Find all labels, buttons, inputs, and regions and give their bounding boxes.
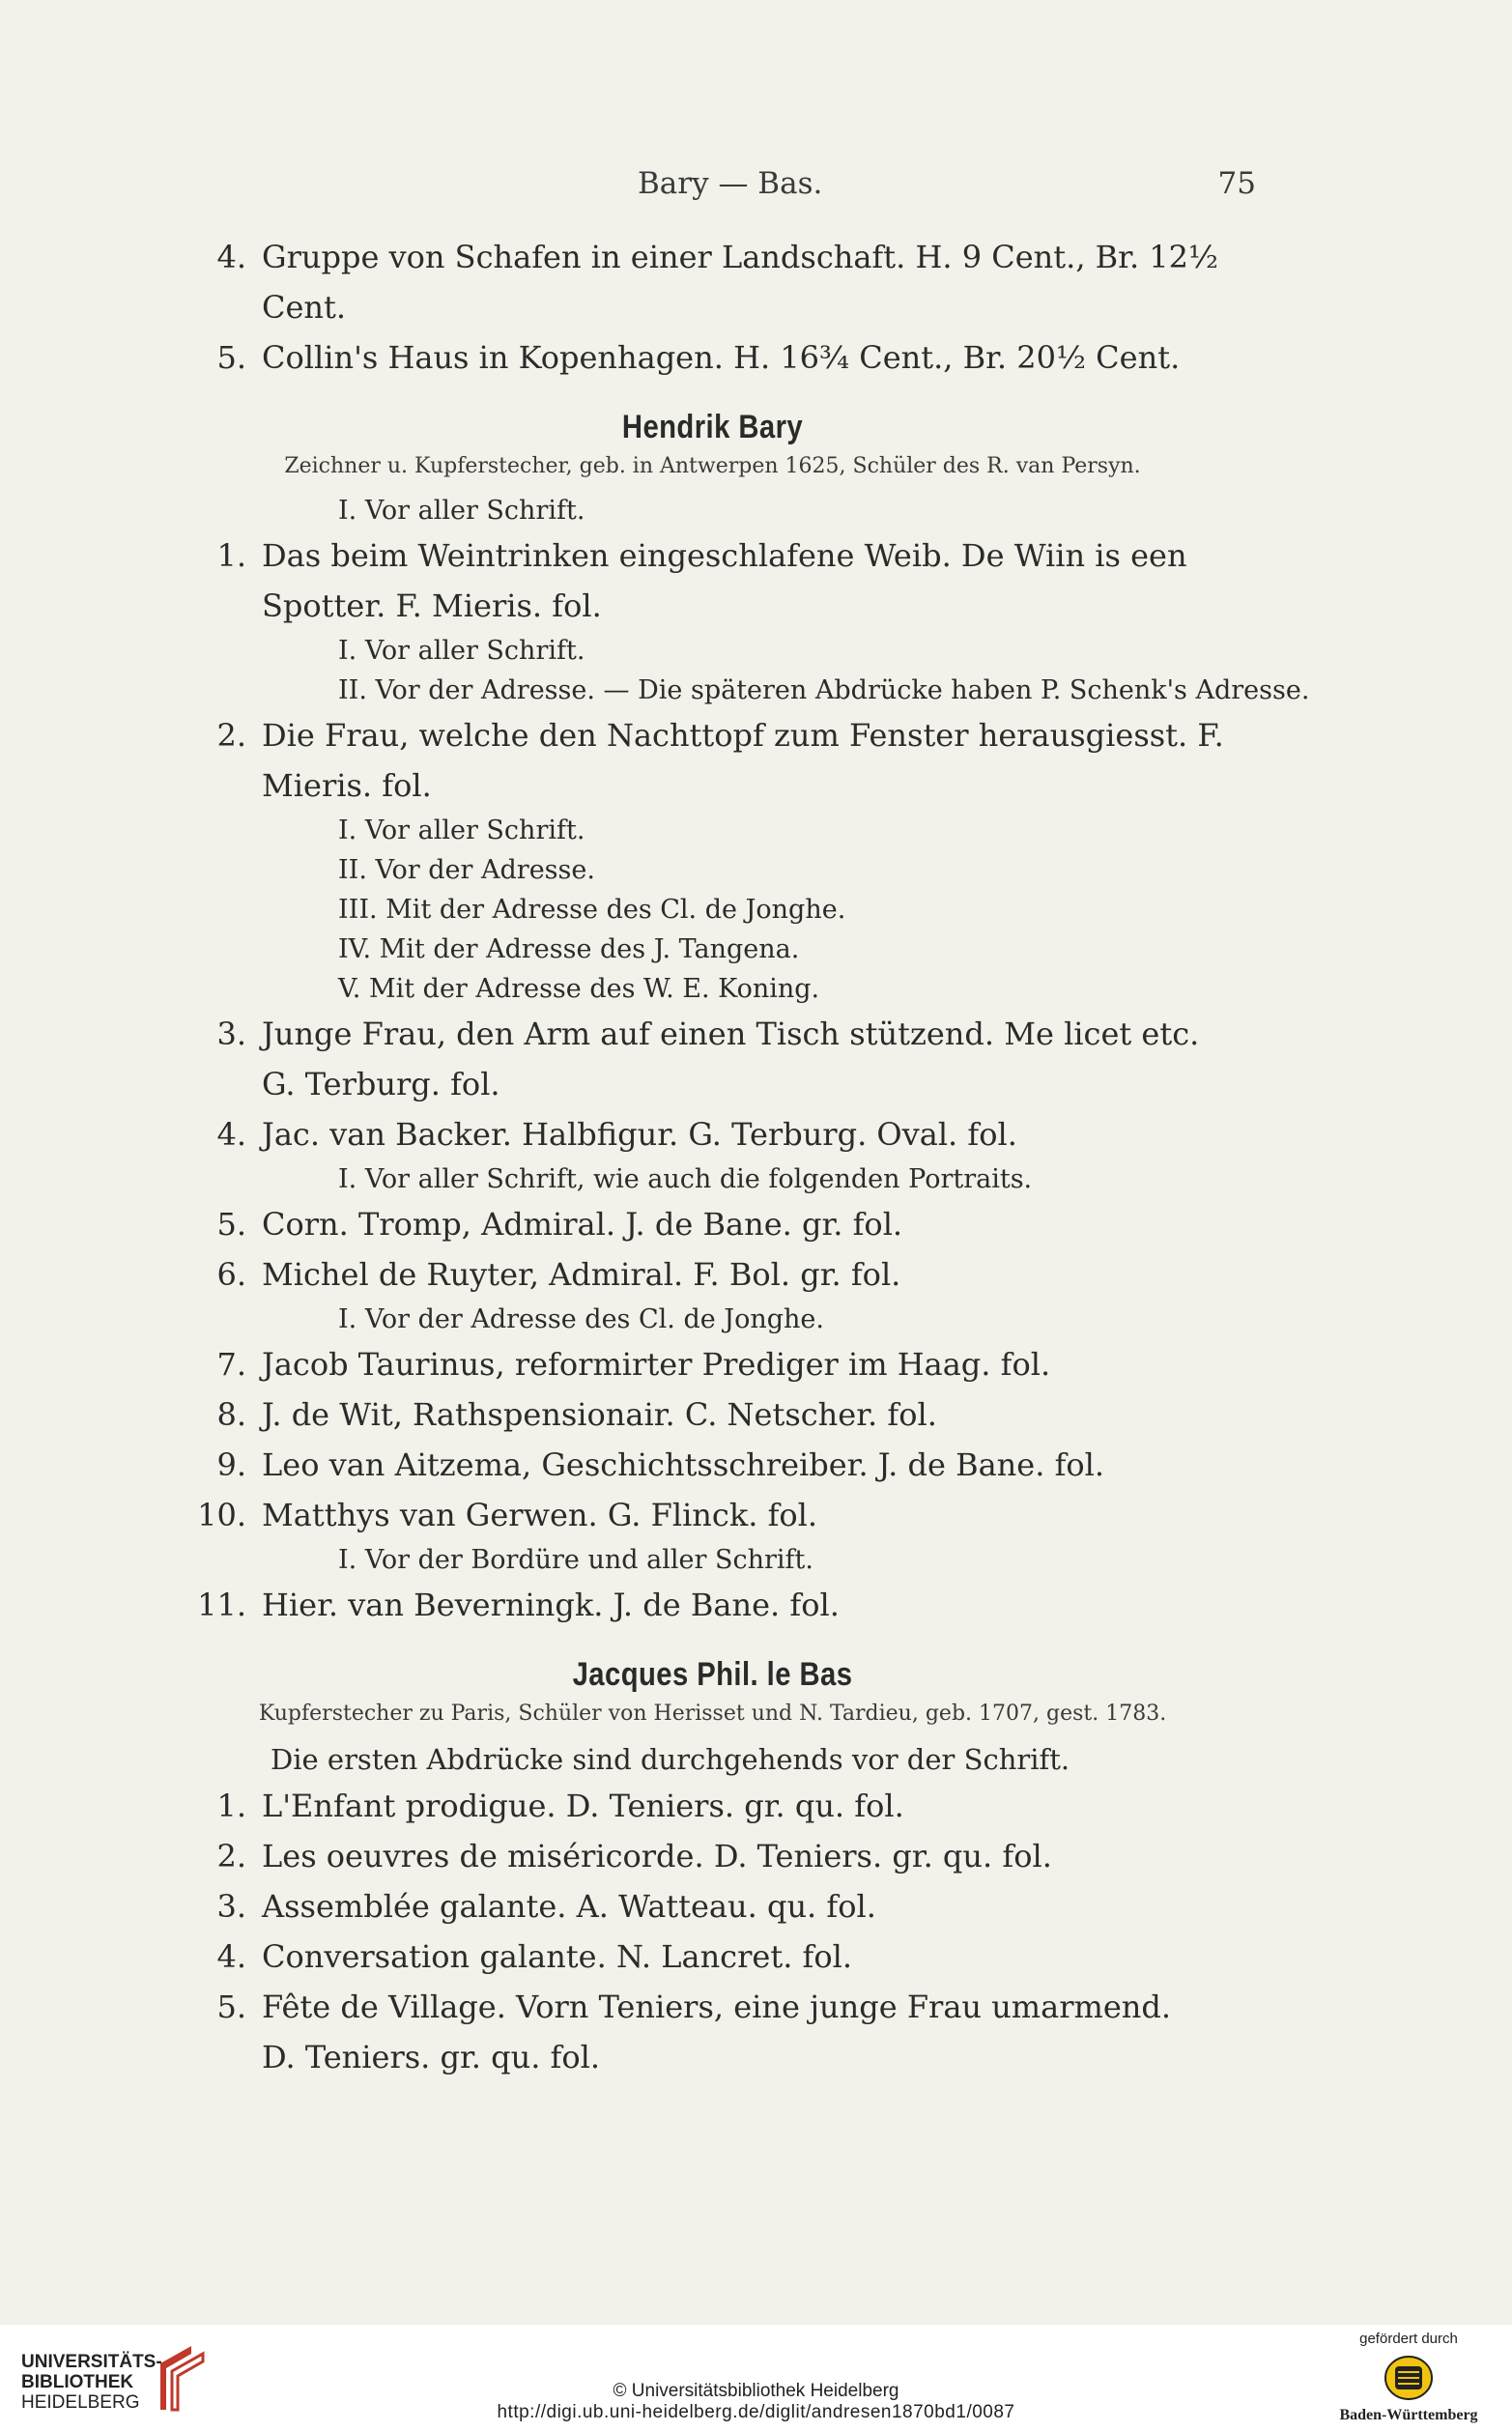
item-text: Die Frau, welche den Nachttopf zum Fenster herausgiesst. F. (262, 717, 1224, 754)
list-item (169, 1009, 1256, 1059)
item-continuation: Mieris. fol. (262, 767, 432, 804)
item-text: Assemblée galante. A. Watteau. qu. fol. (262, 1888, 876, 1925)
item-text: Gruppe von Schafen in einer Landschaft. H. 9 Cent., Br. 12½ Cent. (262, 239, 1219, 326)
list-item (169, 530, 1256, 581)
state-note: IV. Mit der Adresse des J. Tangena. (338, 934, 800, 964)
state-note: I. Vor aller Schrift, wie auch die folgenden Portraits. (338, 1164, 1033, 1194)
item-text: Jacob Taurinus, reformirter Prediger im Haag. fol. (262, 1346, 1051, 1383)
item-number: 5. (216, 1989, 246, 2025)
coat-of-arms-icon (1384, 2353, 1434, 2403)
item-text: Fête de Village. Vorn Teniers, eine junge Frau umarmend. (262, 1989, 1172, 2025)
list-item (169, 232, 1256, 332)
list-item (169, 1982, 1256, 2032)
list-item (169, 710, 1256, 760)
item-text: Leo van Aitzema, Geschichtsschreiber. J. de Bane. fol. (262, 1446, 1105, 1483)
item-number: 4. (216, 1938, 246, 1975)
list-item (169, 1831, 1256, 1881)
item-text: Hier. van Beverningk. J. de Bane. fol. (262, 1587, 840, 1623)
item-text: Das beim Weintrinken eingeschlafene Weib. De Wiin is een (262, 537, 1187, 574)
item-text: Matthys van Gerwen. G. Flinck. fol. (262, 1497, 818, 1533)
item-number: 5. (216, 339, 246, 376)
item-number: 2. (216, 717, 246, 754)
item-number: 3. (216, 1016, 246, 1052)
item-number: 1. (216, 537, 246, 574)
list-item (169, 1389, 1256, 1440)
item-number: 7. (216, 1346, 246, 1383)
item-number: 3. (216, 1888, 246, 1925)
footer (0, 2325, 1512, 2432)
item-continuation: D. Teniers. gr. qu. fol. (262, 2039, 601, 2075)
main-text (169, 232, 1310, 2082)
item-number: 10. (197, 1497, 246, 1533)
item-text: L'Enfant prodigue. D. Teniers. gr. qu. fol. (262, 1788, 904, 1824)
list-item (169, 1109, 1256, 1159)
item-number: 6. (216, 1256, 246, 1293)
sponsor-name: Baden-Württemberg (1339, 2407, 1478, 2423)
list-item (169, 1199, 1256, 1249)
state-note: I. Vor der Adresse des Cl. de Jonghe. (338, 1304, 824, 1334)
item-number: 1. (216, 1788, 246, 1824)
item-text: Corn. Tromp, Admiral. J. de Bane. gr. fol. (262, 1206, 903, 1243)
state-note: I. Vor der Bordüre und aller Schrift. (338, 1545, 813, 1575)
list-item (169, 1339, 1256, 1389)
running-head-title: Bary — Bas. (638, 166, 823, 201)
item-number: 2. (216, 1838, 246, 1874)
copyright-notice (0, 2381, 1512, 2423)
sponsor-label: gefördert durch (1359, 2331, 1458, 2347)
item-number: 4. (216, 1116, 246, 1153)
item-number: 9. (216, 1446, 246, 1483)
state-note: II. Vor der Adresse. — Die späteren Abdrücke haben P. Schenk's Adresse. (338, 675, 1310, 705)
permalink[interactable]: http://digi.ub.uni-heidelberg.de/diglit/andresen1870bd1/0087 (497, 2402, 1015, 2422)
library-name-line: HEIDELBERG (21, 2392, 140, 2413)
section-heading: Hendrik Bary (621, 409, 804, 445)
section-subheading: Kupferstecher zu Paris, Schüler von Herisset und N. Tardieu, geb. 1707, gest. 1783. (258, 1702, 1167, 1726)
sponsor (1327, 2331, 1491, 2424)
state-note: V. Mit der Adresse des W. E. Koning. (338, 974, 820, 1004)
item-number: 11. (197, 1587, 246, 1623)
item-text: Les oeuvres de miséricorde. D. Teniers. gr. qu. fol. (262, 1838, 1052, 1874)
item-number: 4. (216, 239, 246, 275)
library-name-line: UNIVERSITÄTS- (21, 2352, 162, 2372)
section-subheading: Zeichner u. Kupferstecher, geb. in Antwerpen 1625, Schüler des R. van Persyn. (284, 454, 1141, 478)
section-heading: Jacques Phil. le Bas (572, 1656, 853, 1693)
item-number: 8. (216, 1396, 246, 1433)
list-item (169, 1249, 1256, 1300)
list-item (169, 1881, 1256, 1931)
item-continuation: G. Terburg. fol. (262, 1066, 500, 1102)
list-item (169, 1490, 1256, 1540)
item-text: Jac. van Backer. Halbfigur. G. Terburg. Oval. fol. (262, 1116, 1017, 1153)
state-note: II. Vor der Adresse. (338, 855, 595, 885)
section-note: Die ersten Abdrücke sind durchgehends vor der Schrift. (271, 1743, 1070, 1776)
state-note: I. Vor aller Schrift. (338, 636, 585, 666)
list-item (169, 332, 1256, 383)
item-text: Michel de Ruyter, Admiral. F. Bol. gr. fol. (262, 1256, 901, 1293)
state-note: I. Vor aller Schrift. (338, 815, 585, 845)
copyright-text: © Universitätsbibliothek Heidelberg (613, 2381, 899, 2401)
list-item (169, 1580, 1256, 1630)
item-continuation: Spotter. F. Mieris. fol. (262, 587, 602, 624)
item-text: Junge Frau, den Arm auf einen Tisch stützend. Me licet etc. (262, 1016, 1200, 1052)
list-item (169, 1931, 1256, 1982)
page-number: 75 (1217, 166, 1256, 201)
state-note: III. Mit der Adresse des Cl. de Jonghe. (338, 895, 846, 925)
item-text: J. de Wit, Rathspensionair. C. Netscher. fol. (262, 1396, 937, 1433)
library-name-line: BIBLIOTHEK (21, 2372, 134, 2392)
item-text: Collin's Haus in Kopenhagen. H. 16¾ Cent., Br. 20½ Cent. (262, 339, 1181, 376)
item-number: 5. (216, 1206, 246, 1243)
list-item (169, 1440, 1256, 1490)
state-note: I. Vor aller Schrift. (338, 496, 585, 526)
item-text: Conversation galante. N. Lancret. fol. (262, 1938, 853, 1975)
list-item (169, 1781, 1256, 1831)
